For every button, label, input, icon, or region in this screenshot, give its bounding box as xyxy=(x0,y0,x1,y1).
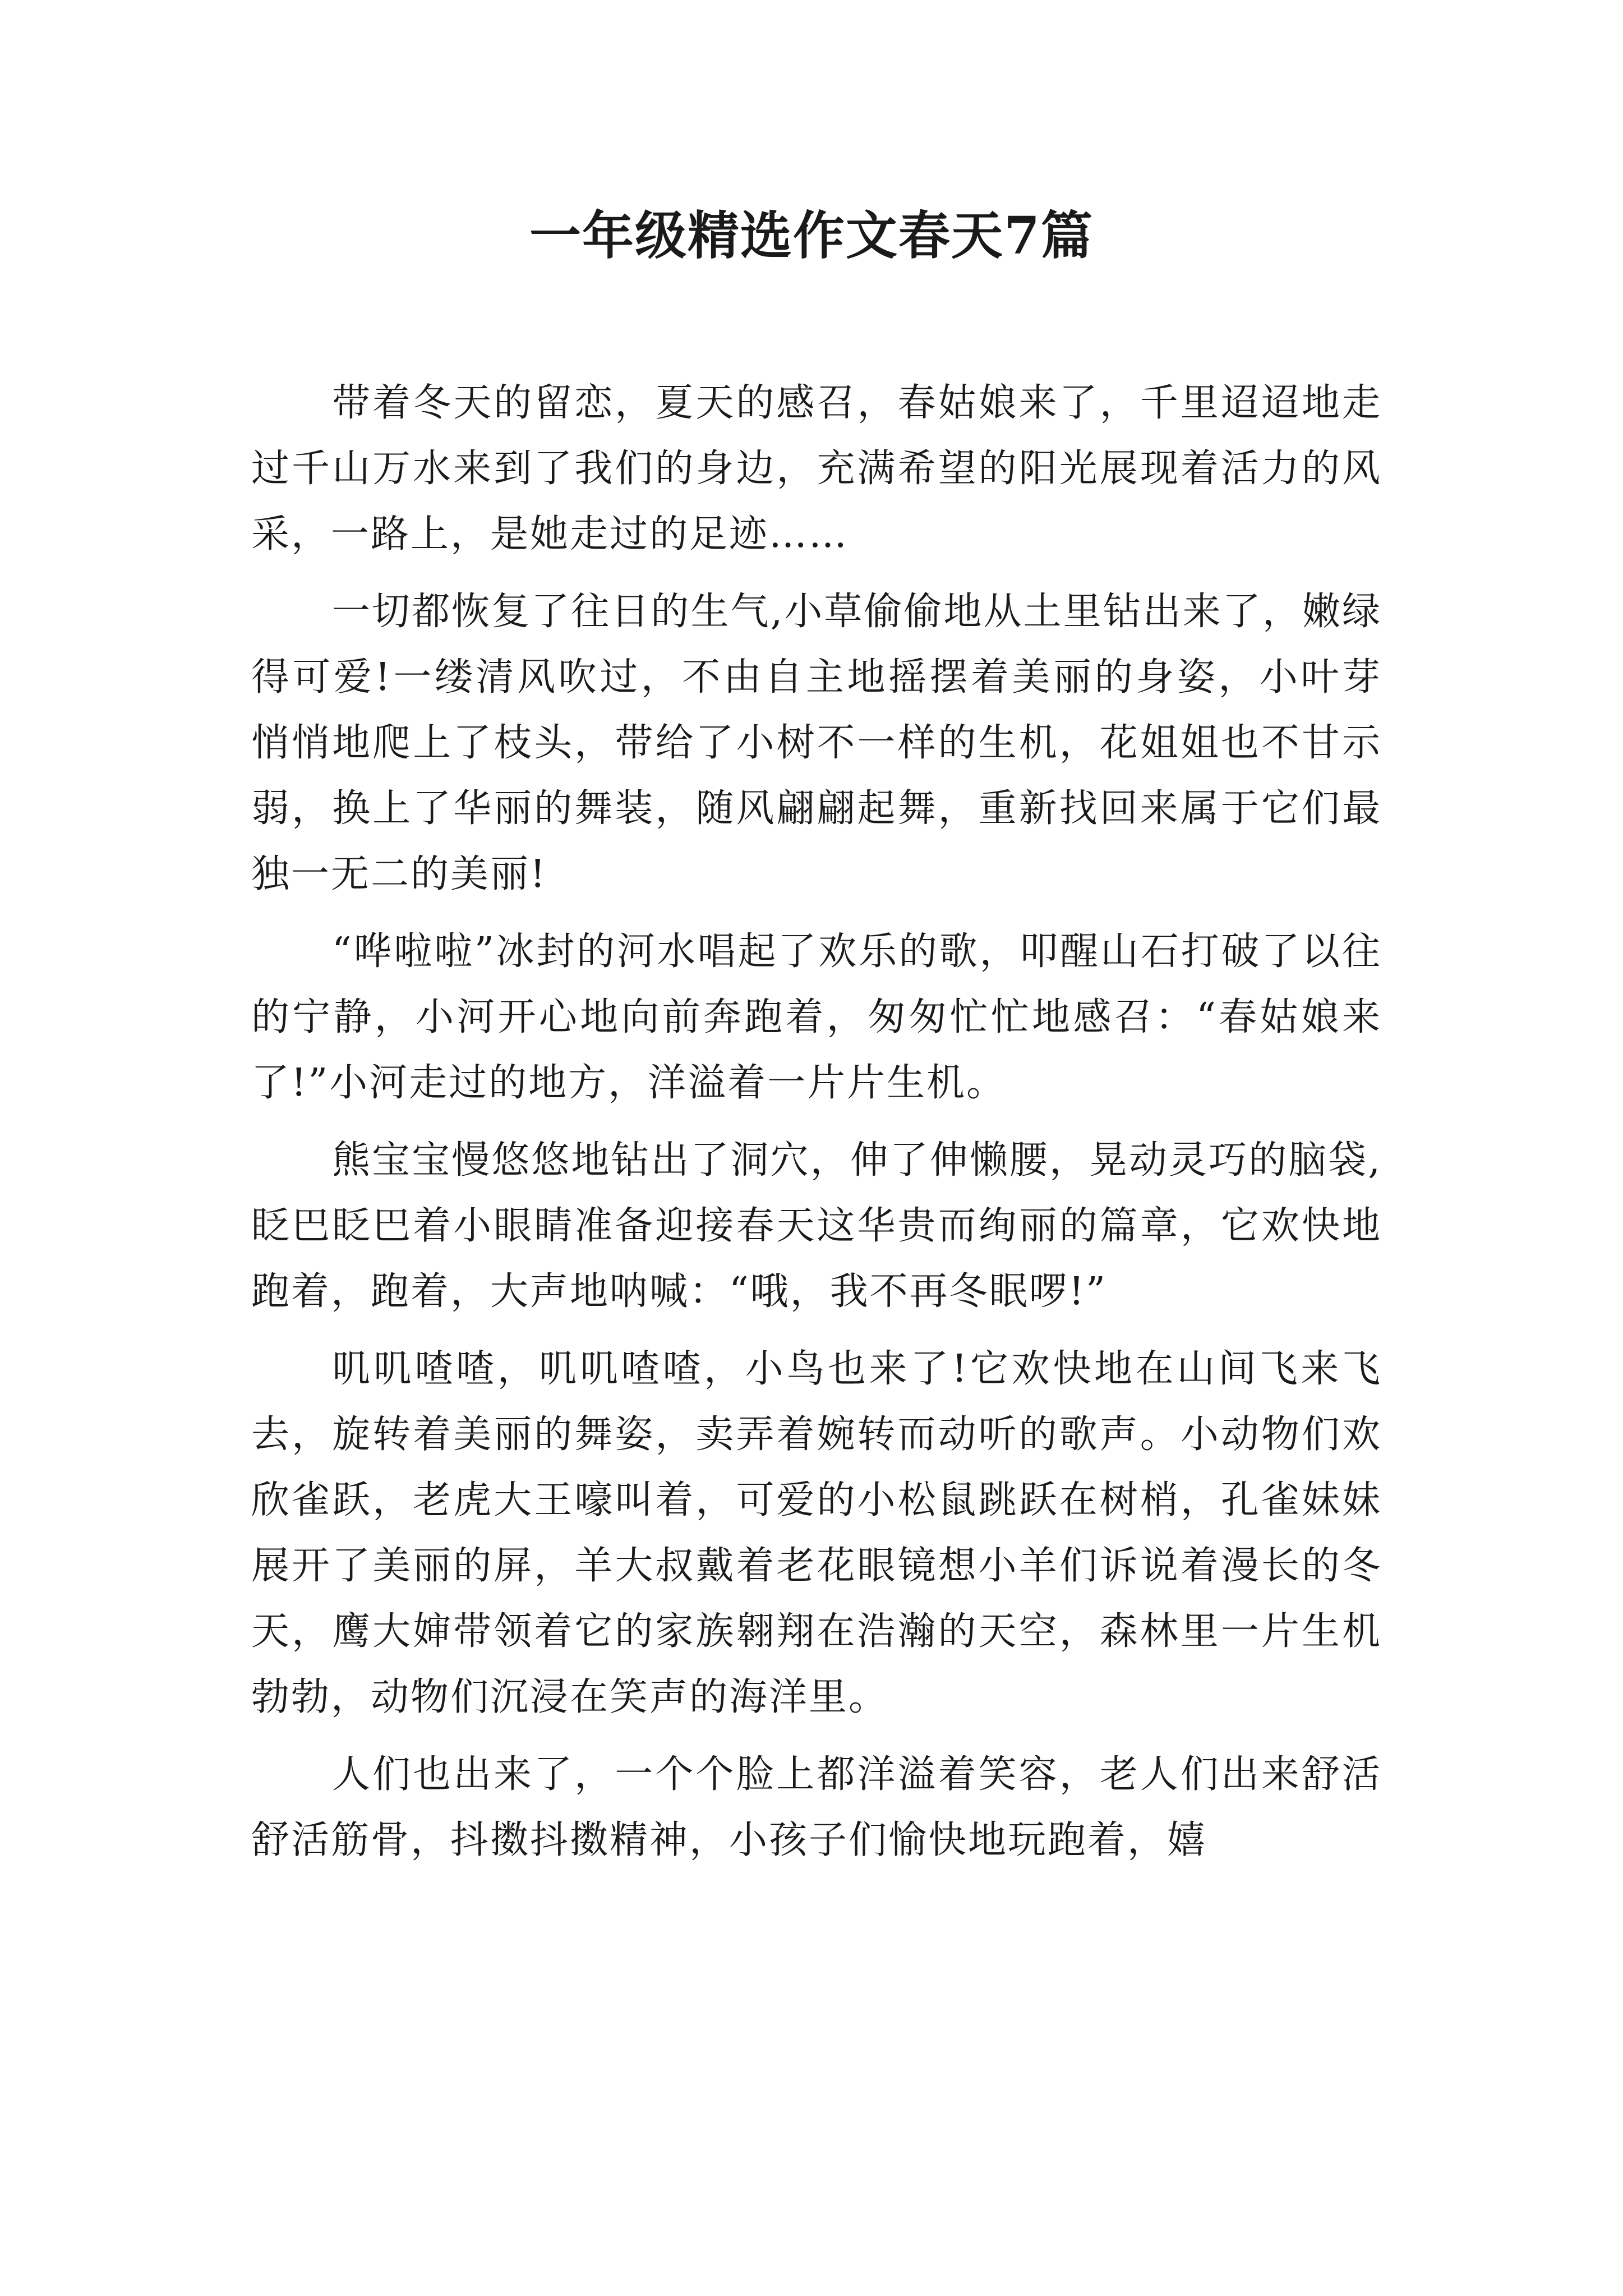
paragraph-2: 一切都恢复了往日的生气,小草偷偷地从土里钻出来了，嫩绿得可爱!一缕清风吹过，不由自主地摇摆着美丽的身姿，小叶芽悄悄地爬上了枝头，带给了小树不一样的生机，花姐姐也不甘示弱，换上了华丽的舞装，随风翩翩起舞，重新找回来属于它们最独一无二的美丽! xyxy=(251,590,1382,896)
paragraph-4: 熊宝宝慢悠悠地钻出了洞穴，伸了伸懒腰，晃动灵巧的脑袋,眨巴眨巴着小眼睛准备迎接春天这华贵而绚丽的篇章，它欢快地跑着，跑着，大声地呐喊：“哦，我不再冬眠啰!” xyxy=(251,1138,1382,1314)
document-title: 一年级精选作文春天7篇 xyxy=(529,205,1094,266)
paragraph-6: 人们也出来了，一个个脸上都洋溢着笑容，老人们出来舒活舒活筋骨，抖擞抖擞精神，小孩子们愉快地玩跑着，嬉 xyxy=(251,1752,1382,1862)
paragraph-3: “哗啦啦”冰封的河水唱起了欢乐的歌，叩醒山石打破了以往的宁静，小河开心地向前奔跑着，匆匆忙忙地感召：“春姑娘来了!”小河走过的地方，洋溢着一片片生机。 xyxy=(251,930,1382,1105)
document-body xyxy=(251,370,1382,1885)
paragraph-5: 叽叽喳喳，叽叽喳喳，小鸟也来了!它欢快地在山间飞来飞去，旋转着美丽的舞姿，卖弄着婉转而动听的歌声。小动物们欢欣雀跃，老虎大王嚎叫着，可爱的小松鼠跳跃在树梢，孔雀妹妹展开了美丽的屏，羊大叔戴着老花眼镜想小羊们诉说着漫长的冬天，鹰大婶带领着它的家族翱翔在浩瀚的天空，森林里一片生机勃勃，动物们沉浸在笑声的海洋里。 xyxy=(251,1347,1382,1719)
paragraph-1: 带着冬天的留恋，夏天的感召，春姑娘来了，千里迢迢地走过千山万水来到了我们的身边，充满希望的阳光展现着活力的风采，一路上，是她走过的足迹…… xyxy=(251,381,1382,556)
